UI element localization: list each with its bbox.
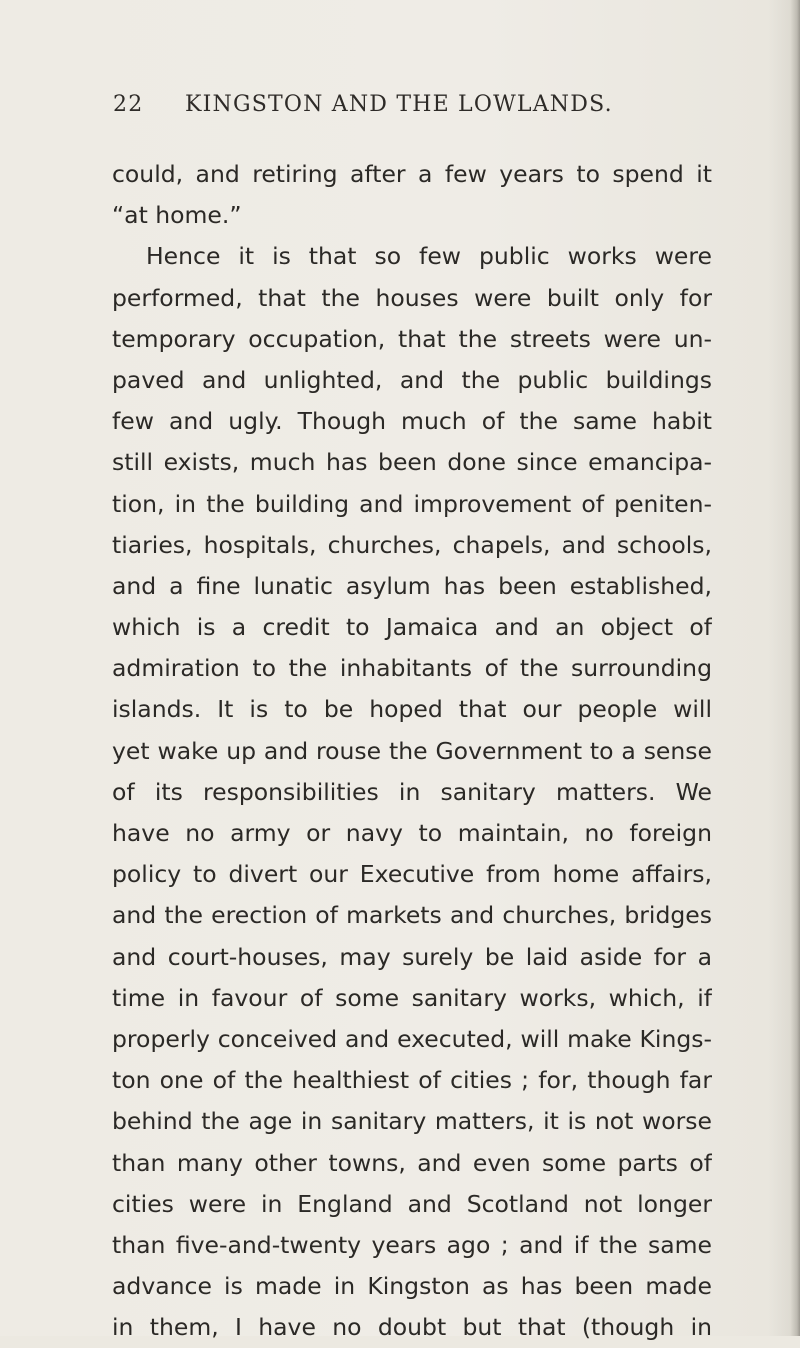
text-line: than many other towns, and even some parts of (112, 1148, 712, 1177)
text-line: than five-and-twenty years ago ; and if the same (112, 1230, 712, 1259)
text-line: and a fine lunatic asylum has been established, (112, 571, 712, 600)
page-edge-shadow (790, 0, 800, 1336)
body-text (112, 154, 712, 1348)
text-line: performed, that the houses were built only for (112, 283, 712, 312)
text-line: paved and unlighted, and the public buildings (112, 365, 712, 394)
text-line: islands. It is to be hoped that our people will (112, 695, 712, 724)
text-line: behind the age in sanitary matters, it is not worse (112, 1107, 712, 1136)
text-line: Hence it is that so few public works were (146, 242, 712, 271)
text-line: of its responsibilities in sanitary matters. We (112, 777, 712, 806)
text-line: tion, in the building and improvement of peniten- (112, 489, 712, 518)
text-line: “at home.” (112, 201, 242, 230)
text-line: properly conceived and executed, will make Kings- (112, 1024, 712, 1053)
text-line: advance is made in Kingston as has been made (112, 1272, 712, 1301)
text-line: which is a credit to Jamaica and an object of (112, 613, 712, 642)
text-line: temporary occupation, that the streets were un- (112, 324, 712, 353)
text-line: still exists, much has been done since emancipa- (112, 448, 712, 477)
page-number: 22 (113, 92, 144, 117)
running-title: KINGSTON AND THE LOWLANDS. (185, 92, 613, 117)
text-line: in them, I have no doubt but that (though in (112, 1313, 712, 1342)
running-header (113, 92, 713, 122)
text-line: could, and retiring after a few years to spend it (112, 160, 712, 188)
text-line: policy to divert our Executive from home affairs, (112, 860, 712, 889)
text-line: and court-houses, may surely be laid aside for a (112, 942, 712, 971)
text-line: have no army or navy to maintain, no foreign (112, 819, 712, 847)
text-line: and the erection of markets and churches, bridges (112, 901, 712, 930)
text-line: few and ugly. Though much of the same habit (112, 407, 712, 436)
text-line: cities were in England and Scotland not longer (112, 1189, 712, 1218)
text-line: time in favour of some sanitary works, which, if (112, 983, 712, 1012)
text-line: yet wake up and rouse the Government to a sense (112, 736, 712, 765)
text-line: admiration to the inhabitants of the surrounding (112, 654, 712, 683)
text-line: ton one of the healthiest of cities ; for, though far (112, 1066, 712, 1095)
text-line: tiaries, hospitals, churches, chapels, and schools, (112, 530, 712, 559)
